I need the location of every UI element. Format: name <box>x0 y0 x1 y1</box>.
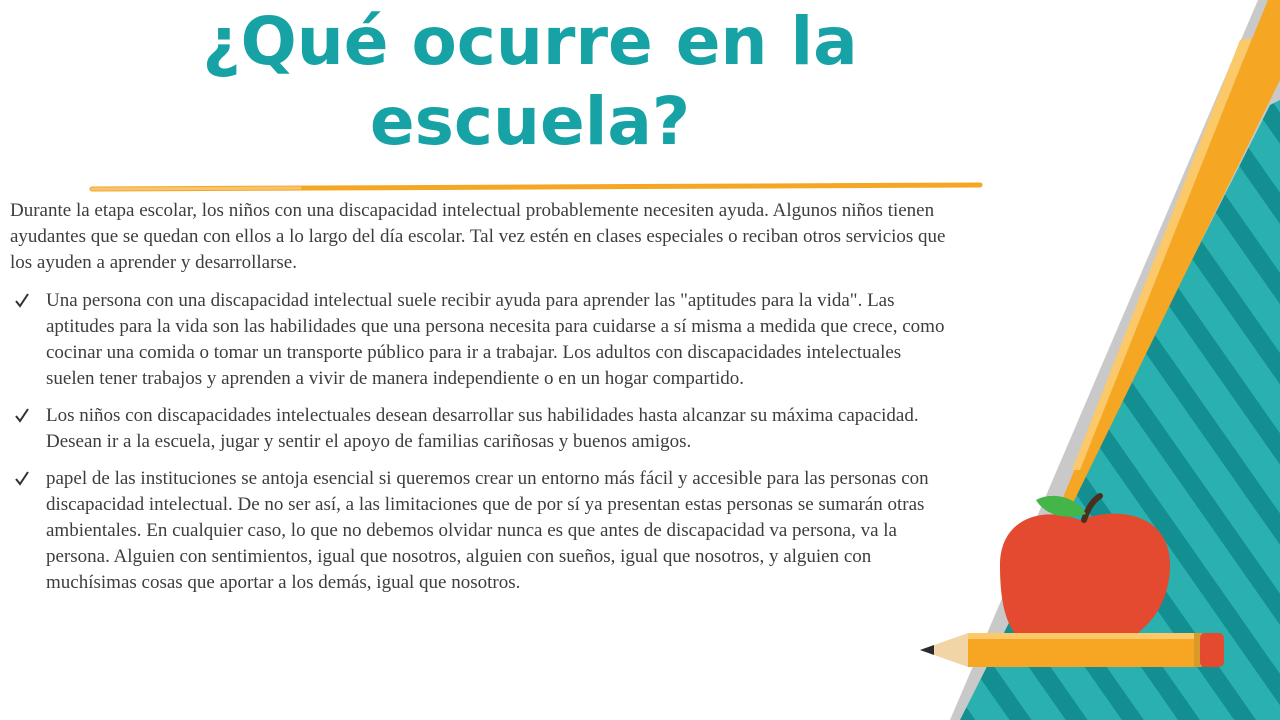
checkmark-icon <box>14 404 30 426</box>
bullet-item <box>10 288 950 392</box>
bullet-text: Una persona con una discapacidad intelectual suele recibir ayuda para aprender las "aptitudes para la vida". Las aptitudes para la vida son las habilidades que una persona necesita para cuidarse a sí misma a medida que crece, como cocinar una comida o tomar un transporte público para ir a trabajar. Los adultos con discapacidades intelectuales suelen tener trabajos y aprenden a vivir de manera independiente o en un hogar compartido. <box>46 290 945 389</box>
bullet-text: papel de las instituciones se antoja esencial si queremos crear un entorno más fácil y accesible para las personas con discapacidad intelectual. De no ser así, a las limitaciones que de por sí ya presentan estas personas se sumarán otras ambientales. En cualquier caso, lo que no debemos olvidar nunca es que antes de discapacidad va persona, va la persona. Alguien con sentimientos, igual que nosotros, alguien con sueños, igual que nosotros, y alguien con muchísimas cosas que aportar a los demás, igual que nosotros. <box>46 468 929 593</box>
checkmark-icon <box>14 467 30 489</box>
pencil-illustration <box>920 633 1224 667</box>
checkmark-icon <box>14 289 30 311</box>
content-area <box>10 198 950 607</box>
page-title: ¿Qué ocurre en la escuela? <box>202 3 858 160</box>
intro-paragraph: Durante la etapa escolar, los niños con una discapacidad intelectual probablemente necesiten ayuda. Algunos niños tienen ayudantes que se quedan con ellos a lo largo del día escolar. Tal vez estén en clases especiales o reciban otros servicios que los ayuden a aprender y desarrollarse. <box>10 200 946 273</box>
bullet-item <box>10 403 950 455</box>
bullet-item <box>10 466 950 596</box>
bullet-list <box>10 288 950 596</box>
bullet-text: Los niños con discapacidades intelectuales desean desarrollar sus habilidades hasta alcanzar su máxima capacidad. Desean ir a la escuela, jugar y sentir el apoyo de familias cariñosas y buenos amigos. <box>46 405 919 452</box>
title-divider <box>0 0 1000 200</box>
